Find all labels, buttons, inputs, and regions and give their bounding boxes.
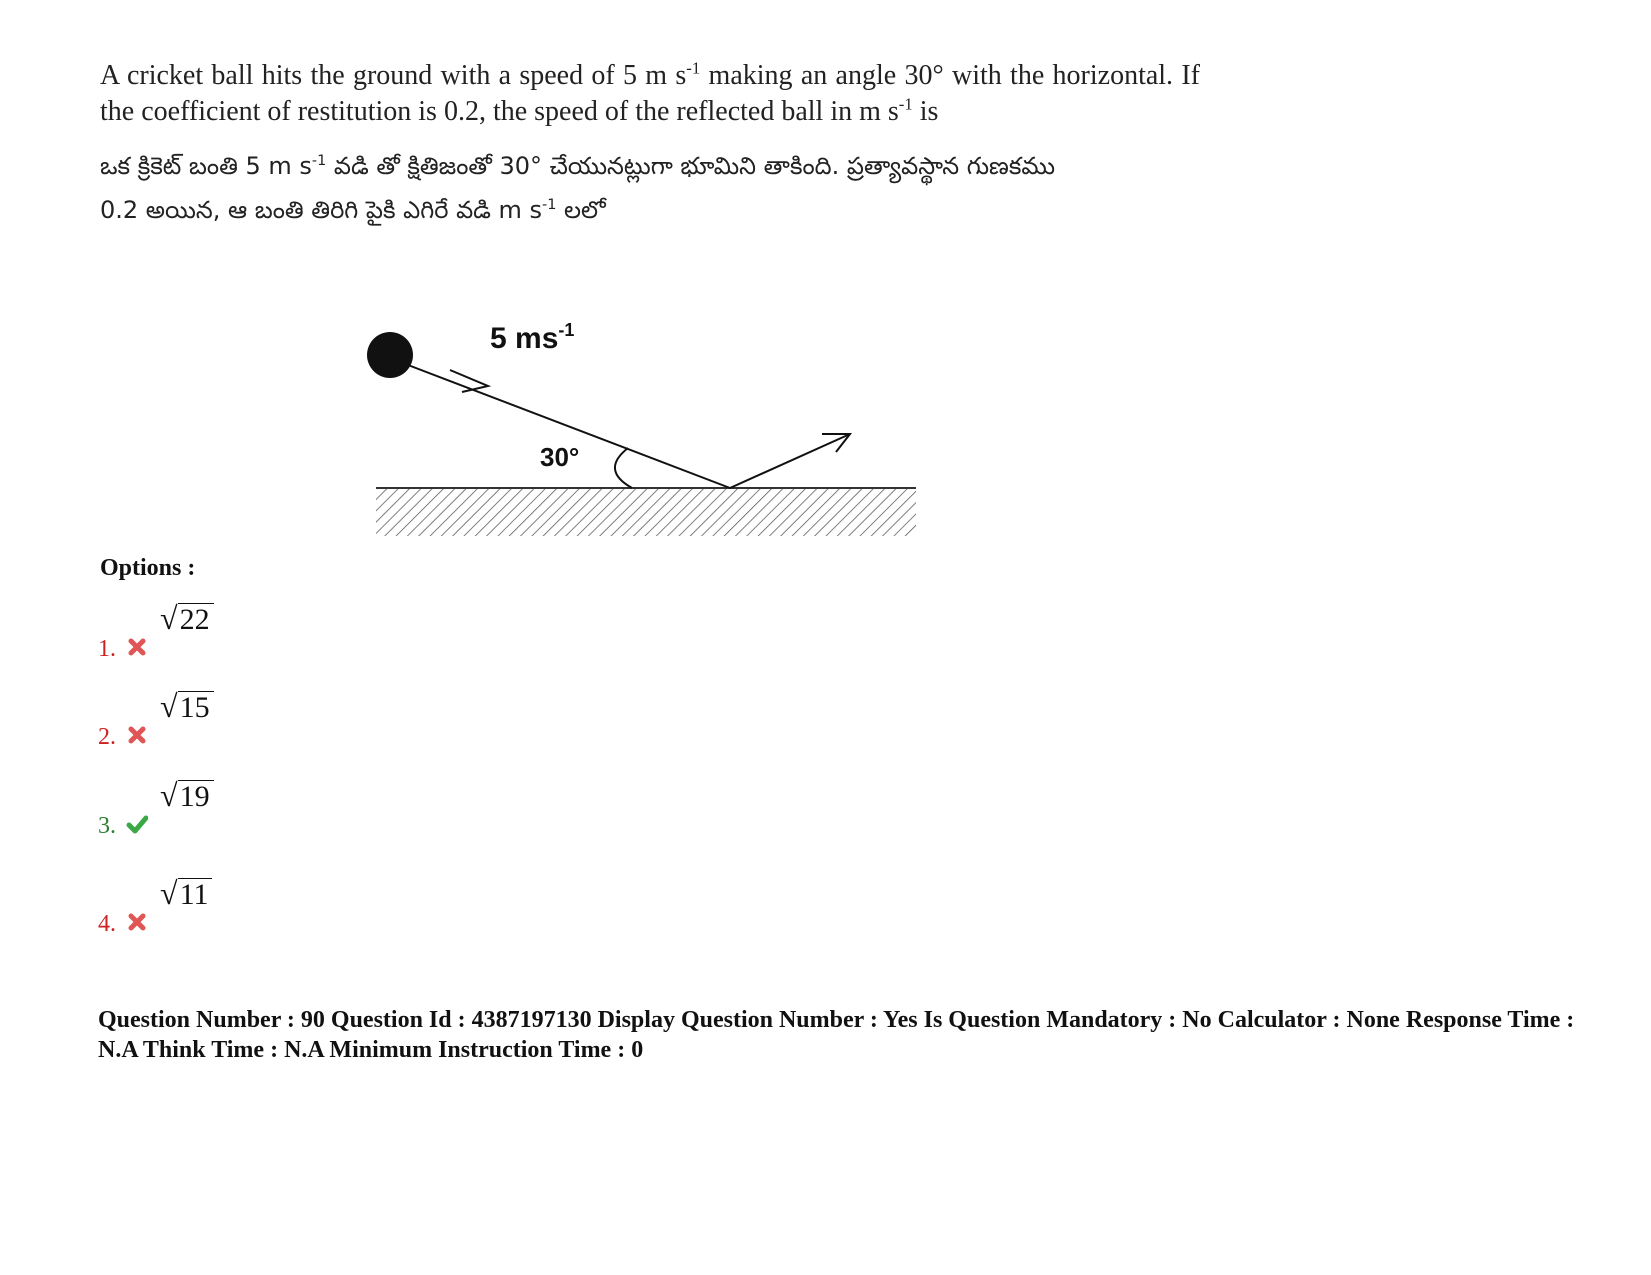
question-metadata: Question Number : 90 Question Id : 4387197130 Display Question Number : Yes Is Question Mandatory : No Calculator : None Response Time : N.A Think Time : N.A Minimum Instruction Time : 0 xyxy=(98,1007,1575,1063)
angle-label: 30° xyxy=(540,442,580,472)
wrong-mark-icon xyxy=(126,911,148,933)
speed-label: 5 $ms^{-1}$ xyxy=(490,320,575,355)
radicand: 15 xyxy=(178,691,214,724)
question-english xyxy=(100,58,1200,130)
telugu-text-part: లలో xyxy=(556,196,606,224)
superscript: -1 xyxy=(686,58,701,78)
options-label: Options : xyxy=(100,555,196,581)
option-number: 3. xyxy=(98,813,116,839)
telugu-text-part: వడి తో క్షితిజంతో 30° చేయునట్లుగా భూమిని తాకింది. ప్రత్యావస్థాన గుణకము xyxy=(326,152,1056,180)
option-number: 4. xyxy=(98,911,116,937)
reflected-path xyxy=(730,434,850,488)
telugu-text-part: ఒక క్రికెట్ బంతి 5 m s xyxy=(100,152,312,180)
superscript: -1 xyxy=(898,94,913,114)
option-value: √19 xyxy=(160,777,214,814)
superscript: -1 xyxy=(542,197,557,213)
option-value: √11 xyxy=(160,875,212,912)
option-number: 2. xyxy=(98,724,116,750)
option-value: √22 xyxy=(160,600,214,637)
question-text-part: A cricket ball hits the ground with a speed of 5 m s xyxy=(100,60,687,91)
option-value: √15 xyxy=(160,688,214,725)
question-text-part: is xyxy=(912,96,939,127)
wrong-mark-icon xyxy=(126,724,148,746)
question-telugu xyxy=(100,144,1200,232)
correct-mark-icon xyxy=(126,813,148,835)
superscript: -1 xyxy=(311,153,327,169)
angle-arc xyxy=(615,448,632,488)
question-text-part: making an angle 30° with the horizontal. If the coefficient of restitution is 0.2, the speed of the reflected ball in m s xyxy=(100,60,1200,127)
ball-icon xyxy=(367,332,413,378)
radicand: 19 xyxy=(178,780,214,813)
wrong-mark-icon xyxy=(126,636,148,658)
ground-hatch xyxy=(376,488,916,536)
option-number: 1. xyxy=(98,636,116,662)
telugu-text-part: 0.2 అయిన, ఆ బంతి తిరిగి పైకి ఎగిరే వడి m s xyxy=(100,196,543,224)
radicand: 22 xyxy=(178,603,214,636)
reflection-diagram xyxy=(360,300,920,545)
question-text xyxy=(100,58,1200,232)
radicand: 11 xyxy=(178,878,213,911)
